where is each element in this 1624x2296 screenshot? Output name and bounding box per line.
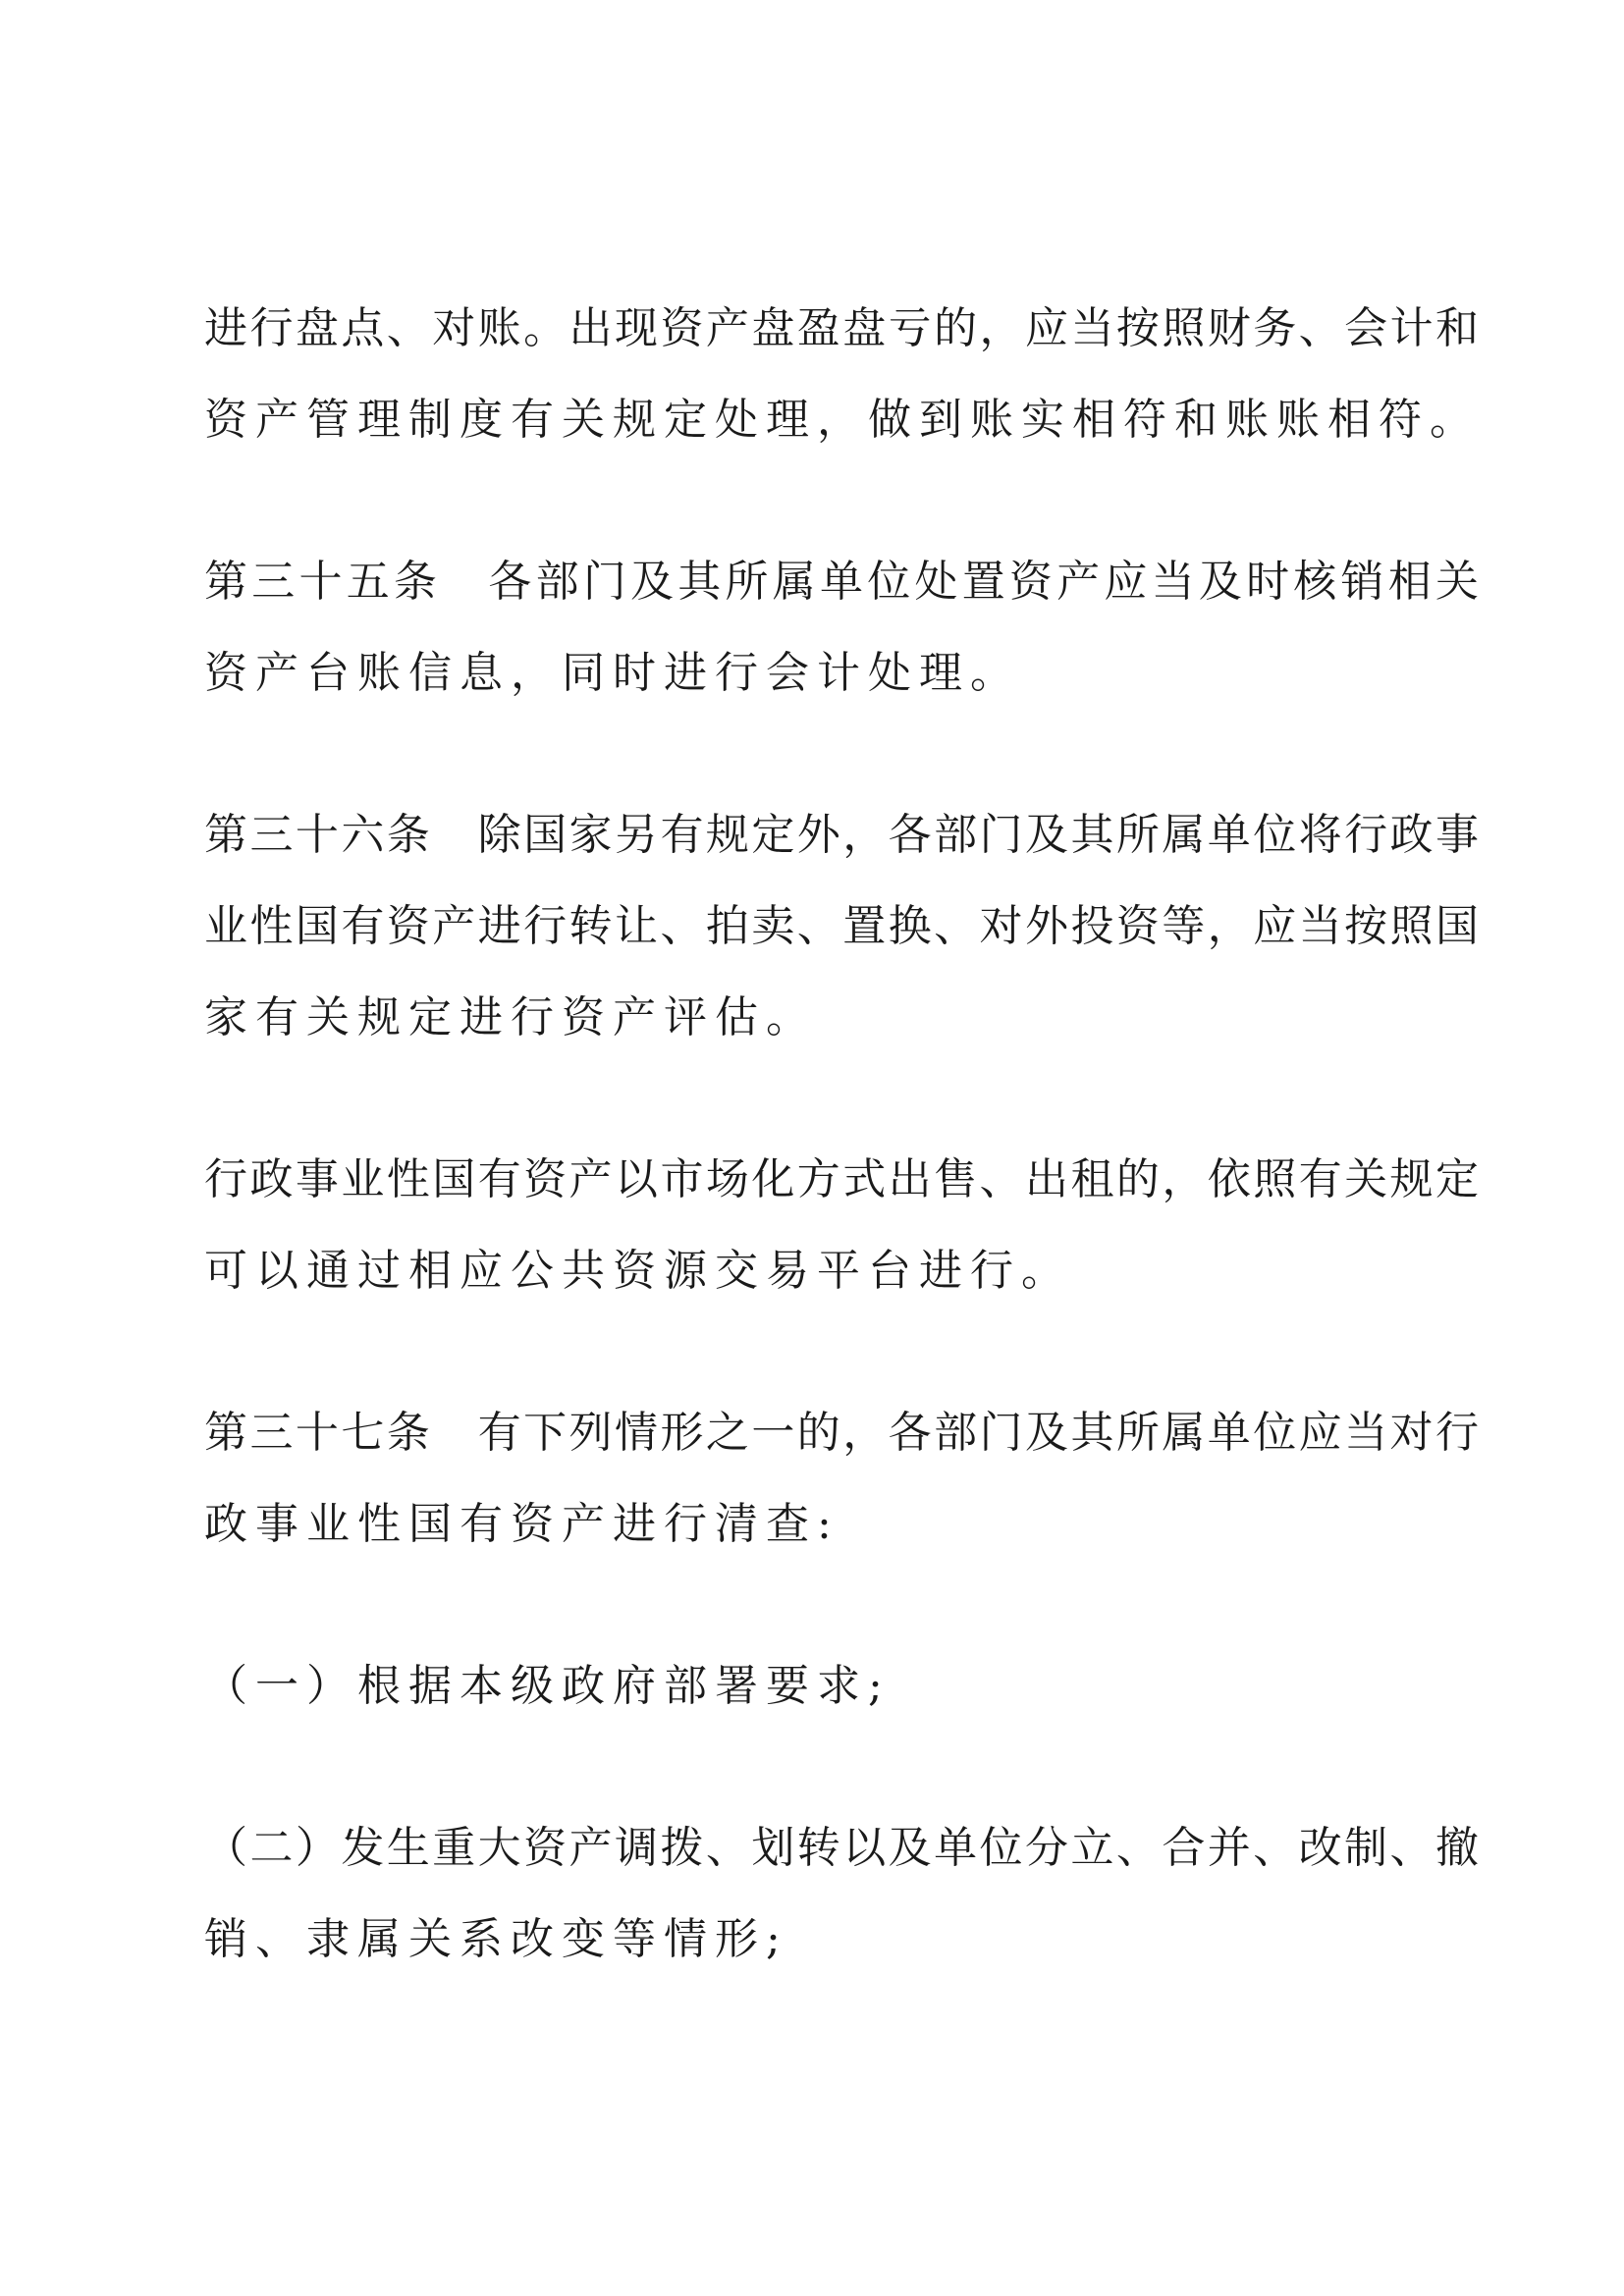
text-line: 资产台账信息，同时进行会计处理。 xyxy=(204,648,1021,698)
text-line: （二）发生重大资产调拨、划转以及单位分立、合并、改制、撤 xyxy=(204,1823,1479,1873)
paragraph xyxy=(204,1387,1479,1570)
text-line: 第三十五条 各部门及其所属单位处置资产应当及时核销相关 xyxy=(204,557,1479,607)
text-line: 家有关规定进行资产评估。 xyxy=(204,992,817,1042)
text-line: 政事业性国有资产进行清查: xyxy=(204,1499,839,1549)
paragraph xyxy=(204,283,1479,465)
text-line: 第三十六条 除国家另有规定外，各部门及其所属单位将行政事 xyxy=(204,810,1479,860)
text-line: 进行盘点、对账。出现资产盘盈盘亏的，应当按照财务、会计和 xyxy=(204,303,1479,353)
paragraph xyxy=(204,1640,1479,1732)
text-line: 可以通过相应公共资源交易平台进行。 xyxy=(204,1246,1072,1296)
text-line: 行政事业性国有资产以市场化方式出售、出租的，依照有关规定 xyxy=(204,1154,1479,1204)
paragraph xyxy=(204,1802,1479,1985)
text-line: 业性国有资产进行转让、拍卖、置换、对外投资等，应当按照国 xyxy=(204,901,1479,951)
paragraph xyxy=(204,536,1479,719)
document-body xyxy=(204,283,1479,2056)
paragraph xyxy=(204,1134,1479,1316)
text-line: （一）根据本级政府部署要求; xyxy=(204,1661,891,1711)
paragraph xyxy=(204,789,1479,1063)
text-line: 销、隶属关系改变等情形; xyxy=(204,1914,788,1964)
text-line: 第三十七条 有下列情形之一的，各部门及其所属单位应当对行 xyxy=(204,1408,1479,1458)
text-line: 资产管理制度有关规定处理，做到账实相符和账账相符。 xyxy=(204,395,1481,445)
